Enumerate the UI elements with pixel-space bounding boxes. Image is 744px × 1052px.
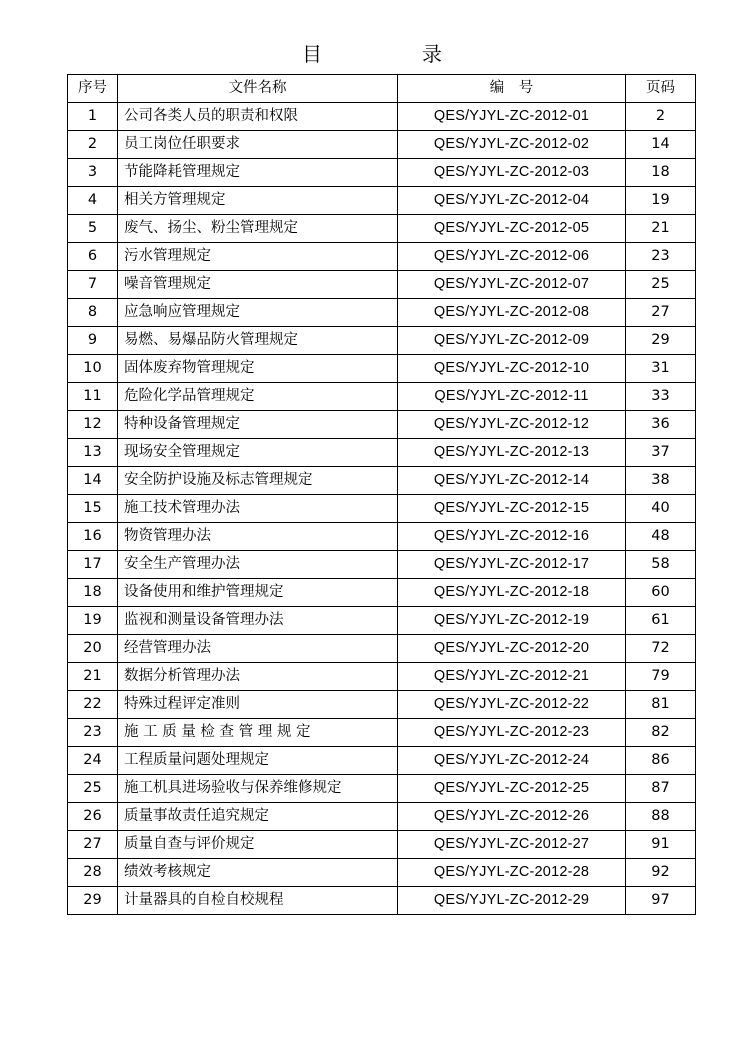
table-header-row — [68, 75, 696, 103]
row-document-name: 易燃、易爆品防火管理规定 — [118, 327, 398, 355]
row-page-number: 38 — [626, 467, 696, 495]
row-document-name: 经营管理办法 — [118, 635, 398, 663]
row-page-number: 60 — [626, 579, 696, 607]
table-row — [68, 607, 696, 635]
row-document-code: QES/YJYL-ZC-2012-18 — [398, 579, 626, 607]
row-page-number: 19 — [626, 187, 696, 215]
row-document-name: 相关方管理规定 — [118, 187, 398, 215]
row-number: 9 — [68, 327, 118, 355]
row-document-name: 监视和测量设备管理办法 — [118, 607, 398, 635]
header-num: 序号 — [68, 75, 118, 103]
row-number: 19 — [68, 607, 118, 635]
row-document-code: QES/YJYL-ZC-2012-07 — [398, 271, 626, 299]
table-row — [68, 719, 696, 747]
table-row — [68, 495, 696, 523]
row-document-code: QES/YJYL-ZC-2012-19 — [398, 607, 626, 635]
row-page-number: 27 — [626, 299, 696, 327]
row-document-code: QES/YJYL-ZC-2012-03 — [398, 159, 626, 187]
table-row — [68, 355, 696, 383]
row-document-name: 废气、扬尘、粉尘管理规定 — [118, 215, 398, 243]
row-page-number: 86 — [626, 747, 696, 775]
row-number: 5 — [68, 215, 118, 243]
row-document-name: 数据分析管理办法 — [118, 663, 398, 691]
row-number: 16 — [68, 523, 118, 551]
row-number: 20 — [68, 635, 118, 663]
row-document-name: 特殊过程评定准则 — [118, 691, 398, 719]
row-document-name: 噪音管理规定 — [118, 271, 398, 299]
row-number: 7 — [68, 271, 118, 299]
table-row — [68, 159, 696, 187]
row-page-number: 25 — [626, 271, 696, 299]
table-row — [68, 747, 696, 775]
row-page-number: 14 — [626, 131, 696, 159]
table-row — [68, 439, 696, 467]
table-row — [68, 887, 696, 915]
row-document-name: 物资管理办法 — [118, 523, 398, 551]
row-page-number: 40 — [626, 495, 696, 523]
table-row — [68, 551, 696, 579]
row-page-number: 87 — [626, 775, 696, 803]
header-name: 文件名称 — [118, 75, 398, 103]
row-document-name: 施 工 质 量 检 查 管 理 规 定 — [118, 719, 398, 747]
table-row — [68, 803, 696, 831]
row-document-name: 计量器具的自检自校规程 — [118, 887, 398, 915]
row-page-number: 33 — [626, 383, 696, 411]
row-number: 26 — [68, 803, 118, 831]
row-document-name: 公司各类人员的职责和权限 — [118, 103, 398, 131]
row-number: 3 — [68, 159, 118, 187]
table-row — [68, 271, 696, 299]
row-document-code: QES/YJYL-ZC-2012-23 — [398, 719, 626, 747]
header-code: 编 号 — [398, 75, 626, 103]
row-page-number: 88 — [626, 803, 696, 831]
row-document-name: 施工技术管理办法 — [118, 495, 398, 523]
row-document-code: QES/YJYL-ZC-2012-02 — [398, 131, 626, 159]
row-document-name: 绩效考核规定 — [118, 859, 398, 887]
row-number: 6 — [68, 243, 118, 271]
table-row — [68, 775, 696, 803]
row-number: 13 — [68, 439, 118, 467]
row-document-code: QES/YJYL-ZC-2012-27 — [398, 831, 626, 859]
row-document-name: 员工岗位任职要求 — [118, 131, 398, 159]
row-document-code: QES/YJYL-ZC-2012-28 — [398, 859, 626, 887]
row-page-number: 92 — [626, 859, 696, 887]
table-row — [68, 131, 696, 159]
table-row — [68, 103, 696, 131]
row-number: 23 — [68, 719, 118, 747]
row-number: 15 — [68, 495, 118, 523]
row-number: 29 — [68, 887, 118, 915]
row-document-name: 节能降耗管理规定 — [118, 159, 398, 187]
table-row — [68, 299, 696, 327]
row-document-code: QES/YJYL-ZC-2012-14 — [398, 467, 626, 495]
row-document-code: QES/YJYL-ZC-2012-13 — [398, 439, 626, 467]
header-page: 页码 — [626, 75, 696, 103]
row-document-code: QES/YJYL-ZC-2012-26 — [398, 803, 626, 831]
table-row — [68, 663, 696, 691]
toc-table — [67, 74, 696, 915]
row-document-code: QES/YJYL-ZC-2012-01 — [398, 103, 626, 131]
table-row — [68, 243, 696, 271]
row-page-number: 2 — [626, 103, 696, 131]
table-row — [68, 635, 696, 663]
table-row — [68, 523, 696, 551]
row-page-number: 72 — [626, 635, 696, 663]
row-document-code: QES/YJYL-ZC-2012-29 — [398, 887, 626, 915]
row-document-name: 设备使用和维护管理规定 — [118, 579, 398, 607]
row-number: 24 — [68, 747, 118, 775]
row-number: 10 — [68, 355, 118, 383]
row-page-number: 97 — [626, 887, 696, 915]
row-document-code: QES/YJYL-ZC-2012-06 — [398, 243, 626, 271]
row-document-code: QES/YJYL-ZC-2012-04 — [398, 187, 626, 215]
row-page-number: 61 — [626, 607, 696, 635]
row-page-number: 81 — [626, 691, 696, 719]
row-page-number: 21 — [626, 215, 696, 243]
row-document-code: QES/YJYL-ZC-2012-15 — [398, 495, 626, 523]
row-document-code: QES/YJYL-ZC-2012-10 — [398, 355, 626, 383]
row-number: 14 — [68, 467, 118, 495]
row-number: 27 — [68, 831, 118, 859]
row-document-code: QES/YJYL-ZC-2012-09 — [398, 327, 626, 355]
row-number: 28 — [68, 859, 118, 887]
row-page-number: 79 — [626, 663, 696, 691]
row-document-code: QES/YJYL-ZC-2012-25 — [398, 775, 626, 803]
row-document-name: 质量自查与评价规定 — [118, 831, 398, 859]
row-page-number: 82 — [626, 719, 696, 747]
row-document-code: QES/YJYL-ZC-2012-11 — [398, 383, 626, 411]
table-row — [68, 691, 696, 719]
row-page-number: 36 — [626, 411, 696, 439]
row-number: 2 — [68, 131, 118, 159]
row-document-code: QES/YJYL-ZC-2012-20 — [398, 635, 626, 663]
toc-body — [68, 103, 696, 915]
row-document-name: 安全生产管理办法 — [118, 551, 398, 579]
row-document-name: 固体废弃物管理规定 — [118, 355, 398, 383]
row-number: 4 — [68, 187, 118, 215]
row-number: 17 — [68, 551, 118, 579]
row-document-code: QES/YJYL-ZC-2012-21 — [398, 663, 626, 691]
row-document-code: QES/YJYL-ZC-2012-24 — [398, 747, 626, 775]
row-page-number: 58 — [626, 551, 696, 579]
row-document-code: QES/YJYL-ZC-2012-08 — [398, 299, 626, 327]
row-document-name: 应急响应管理规定 — [118, 299, 398, 327]
table-row — [68, 187, 696, 215]
row-page-number: 31 — [626, 355, 696, 383]
row-document-name: 工程质量问题处理规定 — [118, 747, 398, 775]
table-row — [68, 327, 696, 355]
row-document-name: 质量事故责任追究规定 — [118, 803, 398, 831]
row-page-number: 37 — [626, 439, 696, 467]
table-row — [68, 579, 696, 607]
row-document-code: QES/YJYL-ZC-2012-05 — [398, 215, 626, 243]
row-number: 1 — [68, 103, 118, 131]
row-number: 22 — [68, 691, 118, 719]
row-document-name: 施工机具进场验收与保养维修规定 — [118, 775, 398, 803]
row-document-code: QES/YJYL-ZC-2012-22 — [398, 691, 626, 719]
table-row — [68, 411, 696, 439]
table-row — [68, 215, 696, 243]
row-page-number: 48 — [626, 523, 696, 551]
row-number: 12 — [68, 411, 118, 439]
row-page-number: 29 — [626, 327, 696, 355]
row-number: 25 — [68, 775, 118, 803]
row-document-code: QES/YJYL-ZC-2012-17 — [398, 551, 626, 579]
page-title: 目 录 — [302, 42, 482, 66]
row-page-number: 91 — [626, 831, 696, 859]
row-document-name: 特种设备管理规定 — [118, 411, 398, 439]
table-row — [68, 383, 696, 411]
row-document-name: 污水管理规定 — [118, 243, 398, 271]
table-row — [68, 859, 696, 887]
row-number: 21 — [68, 663, 118, 691]
row-document-name: 危险化学品管理规定 — [118, 383, 398, 411]
table-row — [68, 467, 696, 495]
table-row — [68, 831, 696, 859]
row-document-code: QES/YJYL-ZC-2012-16 — [398, 523, 626, 551]
row-document-code: QES/YJYL-ZC-2012-12 — [398, 411, 626, 439]
row-number: 18 — [68, 579, 118, 607]
row-number: 8 — [68, 299, 118, 327]
row-document-name: 安全防护设施及标志管理规定 — [118, 467, 398, 495]
row-page-number: 18 — [626, 159, 696, 187]
row-document-name: 现场安全管理规定 — [118, 439, 398, 467]
row-number: 11 — [68, 383, 118, 411]
row-page-number: 23 — [626, 243, 696, 271]
